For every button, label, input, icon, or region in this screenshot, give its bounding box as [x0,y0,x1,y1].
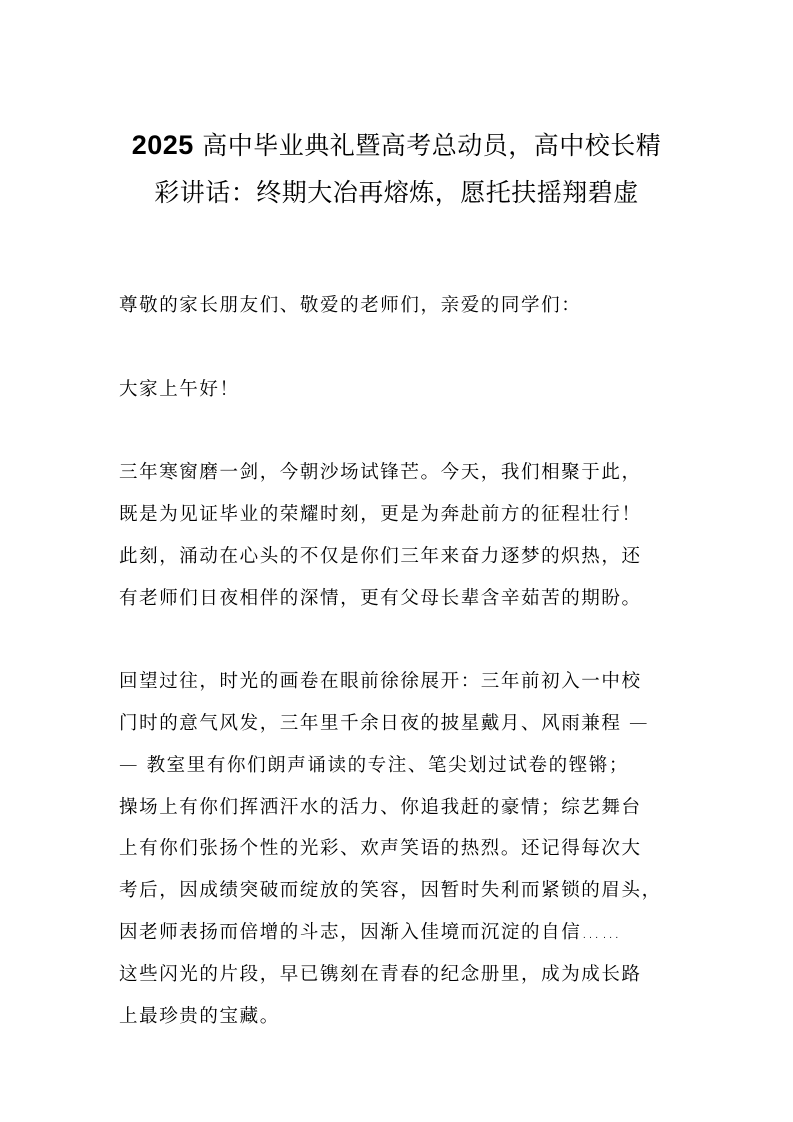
text-line: 回望过往，时光的画卷在眼前徐徐展开：三年前初入一中校 [119,671,642,693]
text-line: 上有你们张扬个性的光彩、欢声笑语的热烈。还记得每次大 [119,838,642,860]
title-line-1 [100,122,693,169]
paragraph-opening [119,452,685,619]
text-line: 门时的意气风发，三年里千余日夜的披星戴月、风雨兼程 — [119,712,650,734]
text-line: 因老师表扬而倍增的斗志，因渐入佳境而沉淀的自信…… [119,921,622,943]
paragraph-greeting [119,369,685,411]
text-line: 上最珍贵的宝藏。 [119,1005,280,1027]
text-line: 操场上有你们挥洒汗水的活力、你追我赶的豪情；综艺舞台 [119,796,642,818]
document-title [100,122,693,216]
document-body [119,285,685,1079]
text-line: 大家上午好！ [119,378,240,400]
text-line: 既是为见证毕业的荣耀时刻，更是为奔赴前方的征程壮行！ [119,503,642,525]
title-year: 2025 [131,130,194,160]
text-line: — 教室里有你们朗声诵读的专注、笔尖划过试卷的铿锵； [119,754,629,776]
paragraph-salutation [119,285,685,327]
text-line: 尊敬的家长朋友们、敬爱的老师们，亲爱的同学们： [119,295,582,316]
text-line: 考后，因成绩突破而绽放的笑容，因暂时失利而紧锁的眉头， [119,880,662,902]
text-line: 此刻，涌动在心头的不仅是你们三年来奋力逐梦的炽热，还 [119,545,642,567]
text-line: 有老师们日夜相伴的深情，更有父母长辈含辛茹苦的期盼。 [119,587,642,609]
paragraph-retrospect [119,661,685,1037]
title-line-2: 彩讲话：终期大冶再熔炼，愿托扶摇翔碧虚 [154,178,639,207]
title-line-1-text: 高中毕业典礼暨高考总动员，高中校长精 [193,131,662,160]
text-line: 这些闪光的片段，早已镌刻在青春的纪念册里，成为成长路 [119,963,642,985]
text-line: 三年寒窗磨一剑，今朝沙场试锋芒。今天，我们相聚于此， [119,462,642,484]
